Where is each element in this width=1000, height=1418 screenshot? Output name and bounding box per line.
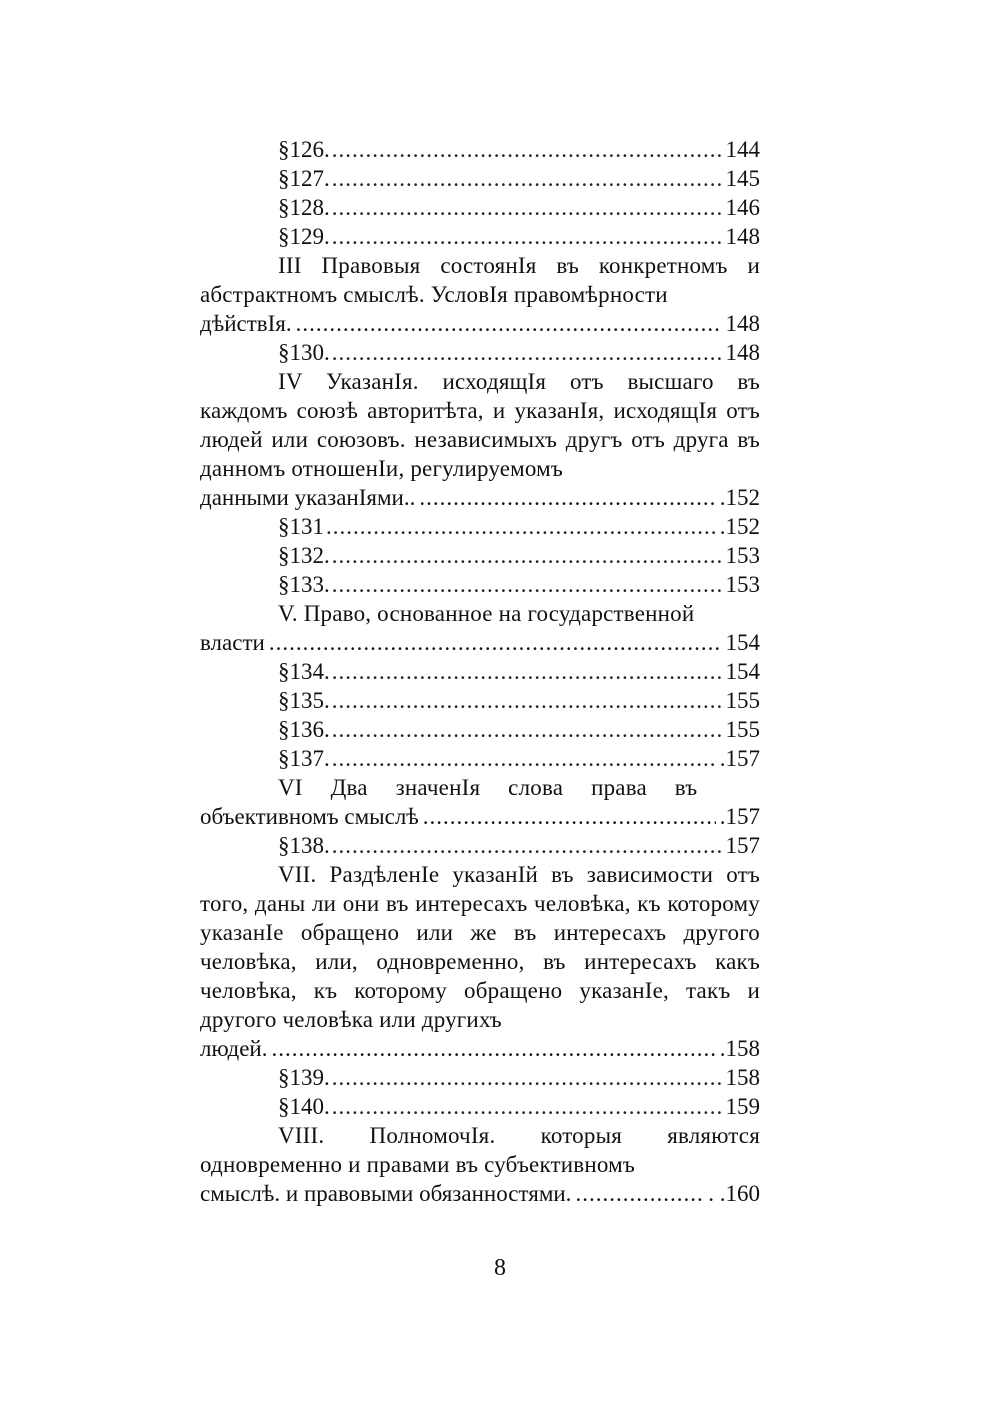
toc-section-8-tail bbox=[200, 1179, 760, 1208]
toc-page: 153 bbox=[725, 572, 760, 597]
dot-leader bbox=[332, 1092, 724, 1121]
toc-label: §139. bbox=[278, 1065, 330, 1090]
toc-page: 148 bbox=[725, 311, 760, 336]
dot-leader bbox=[332, 744, 718, 773]
toc-entry-126 bbox=[200, 135, 760, 164]
toc-page: .152 bbox=[719, 485, 760, 510]
section-heading-tail: власти bbox=[200, 630, 265, 655]
toc-label: §138. bbox=[278, 833, 330, 858]
section-heading: III Правовыя состоянIя въ конкретномъ и абстрактномъ смыслѣ. УсловIя правомѣрности bbox=[200, 253, 760, 307]
toc-section-3-tail bbox=[200, 309, 760, 338]
toc-entry-128 bbox=[200, 193, 760, 222]
dot-leader bbox=[419, 483, 715, 512]
section-heading-tail: данными указанIями.. bbox=[200, 485, 416, 510]
toc-label: §140. bbox=[278, 1094, 330, 1119]
dot-leader bbox=[332, 193, 724, 222]
toc-section-5 bbox=[200, 599, 760, 628]
toc-label: §134. bbox=[278, 659, 330, 684]
toc-section-6-tail bbox=[200, 802, 760, 831]
dot-leader bbox=[332, 541, 724, 570]
toc-label: §133. bbox=[278, 572, 330, 597]
section-heading-tail: объективномъ смыслѣ bbox=[200, 804, 419, 829]
table-of-contents bbox=[200, 135, 760, 1208]
toc-label: §136. bbox=[278, 717, 330, 742]
dot-leader bbox=[271, 1034, 715, 1063]
toc-section-7 bbox=[200, 860, 760, 1034]
toc-entry-137 bbox=[200, 744, 760, 773]
toc-page: .158 bbox=[719, 1036, 760, 1061]
toc-entry-131 bbox=[200, 512, 760, 541]
toc-section-8 bbox=[200, 1121, 760, 1179]
dot-leader bbox=[332, 570, 724, 599]
toc-page: 157 bbox=[725, 833, 760, 858]
toc-page: 155 bbox=[725, 688, 760, 713]
toc-page: 144 bbox=[725, 137, 760, 162]
toc-page: 155 bbox=[725, 717, 760, 742]
toc-label: §126. bbox=[278, 137, 330, 162]
section-heading-tail: смыслѣ. и правовыми обязанностями. bbox=[200, 1181, 572, 1206]
dot-leader bbox=[332, 1063, 724, 1092]
toc-section-3 bbox=[200, 251, 760, 309]
toc-page: 159 bbox=[725, 1094, 760, 1119]
toc-entry-130 bbox=[200, 338, 760, 367]
section-heading: IV УказанIя. исходящIя отъ высшаго въ каждомъ союзѣ авторитѣта, и указанIя, исходящIя отъ людей или союзовъ. независимыхъ другъ отъ друга въ данномъ отношенIи, регулируемомъ bbox=[200, 369, 760, 481]
section-heading: VII. РаздѣленIе указанIй въ зависимости отъ того, даны ли они въ интересахъ человѣка, къ которому указанIе обращено или же въ интересахъ другого человѣка, или, одновременно, въ интересахъ какъ человѣка, къ которому обращено указанIе, такъ и другого человѣка или другихъ bbox=[200, 862, 760, 1032]
toc-page: 154 bbox=[725, 659, 760, 684]
toc-entry-129 bbox=[200, 222, 760, 251]
dot-leader bbox=[326, 512, 718, 541]
dot-leader bbox=[332, 164, 724, 193]
toc-page: . .160 bbox=[708, 1181, 760, 1206]
toc-section-4 bbox=[200, 367, 760, 483]
toc-label: §130. bbox=[278, 340, 330, 365]
dot-leader bbox=[332, 831, 724, 860]
toc-label: §137. bbox=[278, 746, 330, 771]
toc-entry-133 bbox=[200, 570, 760, 599]
toc-entry-134 bbox=[200, 657, 760, 686]
toc-section-7-tail bbox=[200, 1034, 760, 1063]
toc-entry-138 bbox=[200, 831, 760, 860]
toc-section-5-tail bbox=[200, 628, 760, 657]
dot-leader bbox=[423, 802, 716, 831]
dot-leader bbox=[332, 715, 724, 744]
toc-label: §132. bbox=[278, 543, 330, 568]
toc-label: §131 bbox=[278, 514, 324, 539]
section-heading: V. Право, основанное на государственной bbox=[278, 601, 695, 626]
section-heading: VI Два значенIя слова права въ bbox=[278, 775, 698, 800]
toc-section-4-tail bbox=[200, 483, 760, 512]
section-heading-tail: людей. bbox=[200, 1036, 268, 1061]
toc-entry-135 bbox=[200, 686, 760, 715]
dot-leader bbox=[332, 135, 724, 164]
toc-label: §128. bbox=[278, 195, 330, 220]
toc-label: §127. bbox=[278, 166, 330, 191]
toc-page: .157 bbox=[719, 804, 760, 829]
toc-page: 153 bbox=[725, 543, 760, 568]
toc-entry-140 bbox=[200, 1092, 760, 1121]
dot-leader bbox=[332, 338, 724, 367]
dot-leader bbox=[296, 309, 722, 338]
section-heading-tail: дѣйствIя. bbox=[200, 311, 292, 336]
toc-section-6 bbox=[200, 773, 760, 802]
section-heading: VIII. ПолномочIя. которыя являются одновременно и правами въ субъективномъ bbox=[200, 1123, 760, 1177]
toc-entry-127 bbox=[200, 164, 760, 193]
toc-page: 158 bbox=[725, 1065, 760, 1090]
toc-entry-139 bbox=[200, 1063, 760, 1092]
toc-label: §129. bbox=[278, 224, 330, 249]
toc-page: 148 bbox=[725, 224, 760, 249]
toc-page: .152 bbox=[719, 514, 760, 539]
toc-page: 146 bbox=[725, 195, 760, 220]
dot-leader bbox=[575, 1179, 704, 1208]
page-number: 8 bbox=[494, 1255, 506, 1281]
toc-entry-132 bbox=[200, 541, 760, 570]
dot-leader bbox=[332, 686, 724, 715]
toc-page: 148 bbox=[725, 340, 760, 365]
toc-page: 145 bbox=[725, 166, 760, 191]
dot-leader bbox=[332, 657, 724, 686]
toc-page: .157 bbox=[719, 746, 760, 771]
toc-label: §135. bbox=[278, 688, 330, 713]
dot-leader bbox=[332, 222, 724, 251]
dot-leader bbox=[269, 628, 722, 657]
toc-entry-136 bbox=[200, 715, 760, 744]
toc-page: 154 bbox=[725, 630, 760, 655]
